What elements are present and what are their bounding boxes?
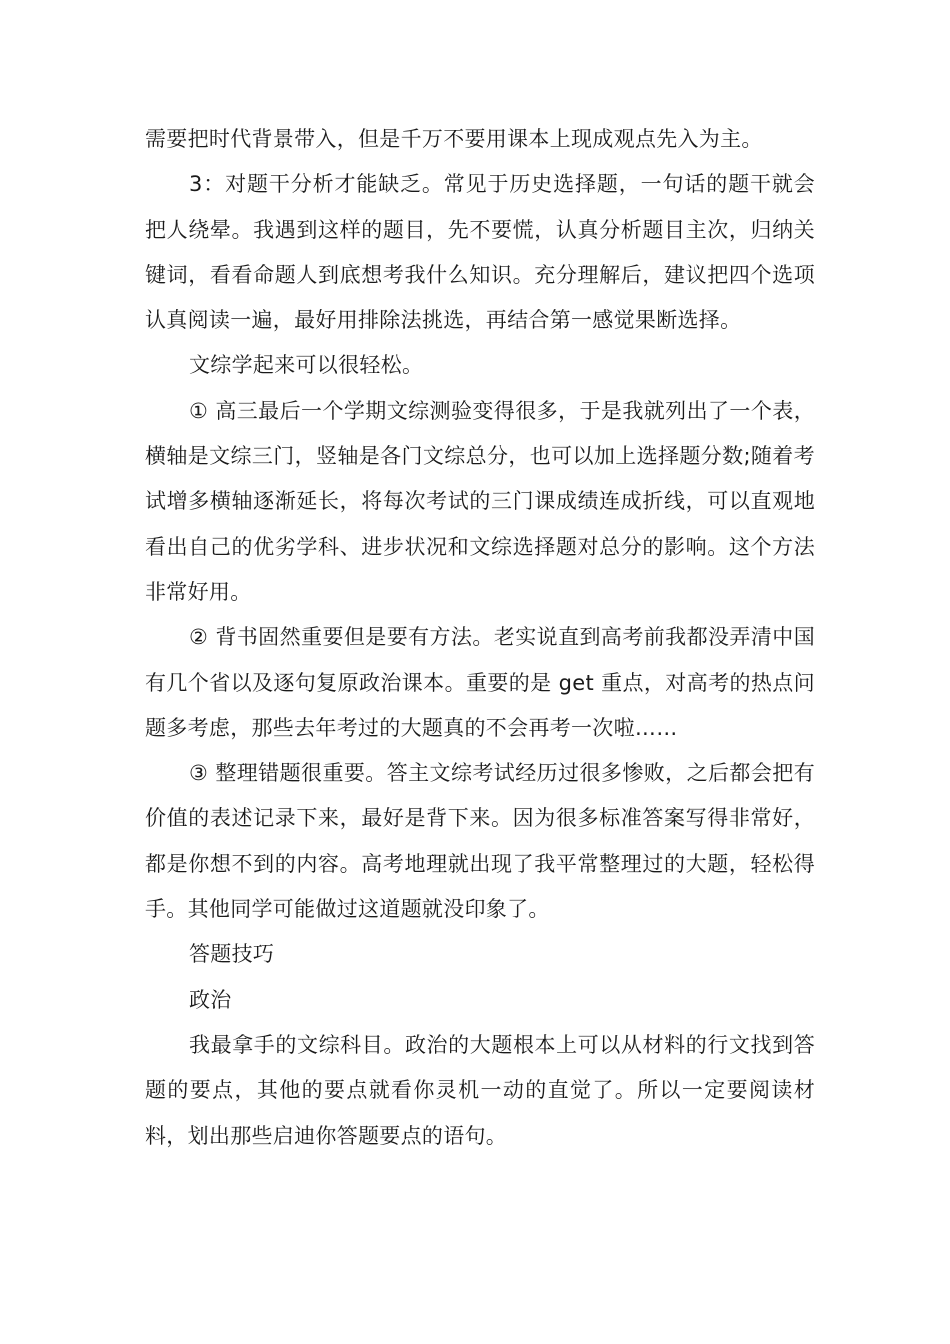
paragraph-point-3: 3：对题干分析才能缺乏。常见于历史选择题，一句话的题干就会把人绕晕。我遇到这样的题目，先不要慌，认真分析题目主次，归纳关键词，看看命题人到底想考我什么知识。充分理解后，建议把四个选项认真阅读一遍，最好用排除法挑选，再结合第一感觉果断选择。 [145, 172, 815, 333]
paragraph-intro: 文综学起来可以很轻松。 [189, 353, 424, 378]
paragraph-tip-3: ③ 整理错题很重要。答主文综考试经历过很多惨败，之后都会把有价值的表述记录下来，最好是背下来。因为很多标准答案写得非常好，都是你想不到的内容。高考地理就出现了我平常整理过的大题，轻松得手。其他同学可能做过这道题就没印象了。 [145, 761, 815, 922]
section-heading-tips: 答题技巧 [189, 942, 275, 967]
paragraph-continuation: 需要把时代背景带入，但是千万不要用课本上现成观点先入为主。 [145, 127, 763, 151]
paragraph-politics: 我最拿手的文综科目。政治的大题根本上可以从材料的行文找到答题的要点，其他的要点就看你灵机一动的直觉了。所以一定要阅读材料，划出那些启迪你答题要点的语句。 [145, 1032, 815, 1148]
paragraph-tip-2: ② 背书固然重要但是要有方法。老实说直到高考前我都没弄清中国有几个省以及逐句复原政治课本。重要的是 get 重点，对高考的热点问题多考虑，那些去年考过的大题真的不会再考一次啦…… [145, 625, 815, 740]
paragraph-tip-1: ① 高三最后一个学期文综测验变得很多，于是我就列出了一个表，横轴是文综三门，竖轴是各门文综总分，也可以加上选择题分数;随着考试增多横轴逐渐延长，将每次考试的三门课成绩连成折线，可以直观地看出自己的优劣学科、进步状况和文综选择题对总分的影响。这个方法非常好用。 [145, 398, 815, 604]
document-body [145, 117, 815, 1159]
subsection-heading-politics: 政治 [189, 987, 232, 1012]
